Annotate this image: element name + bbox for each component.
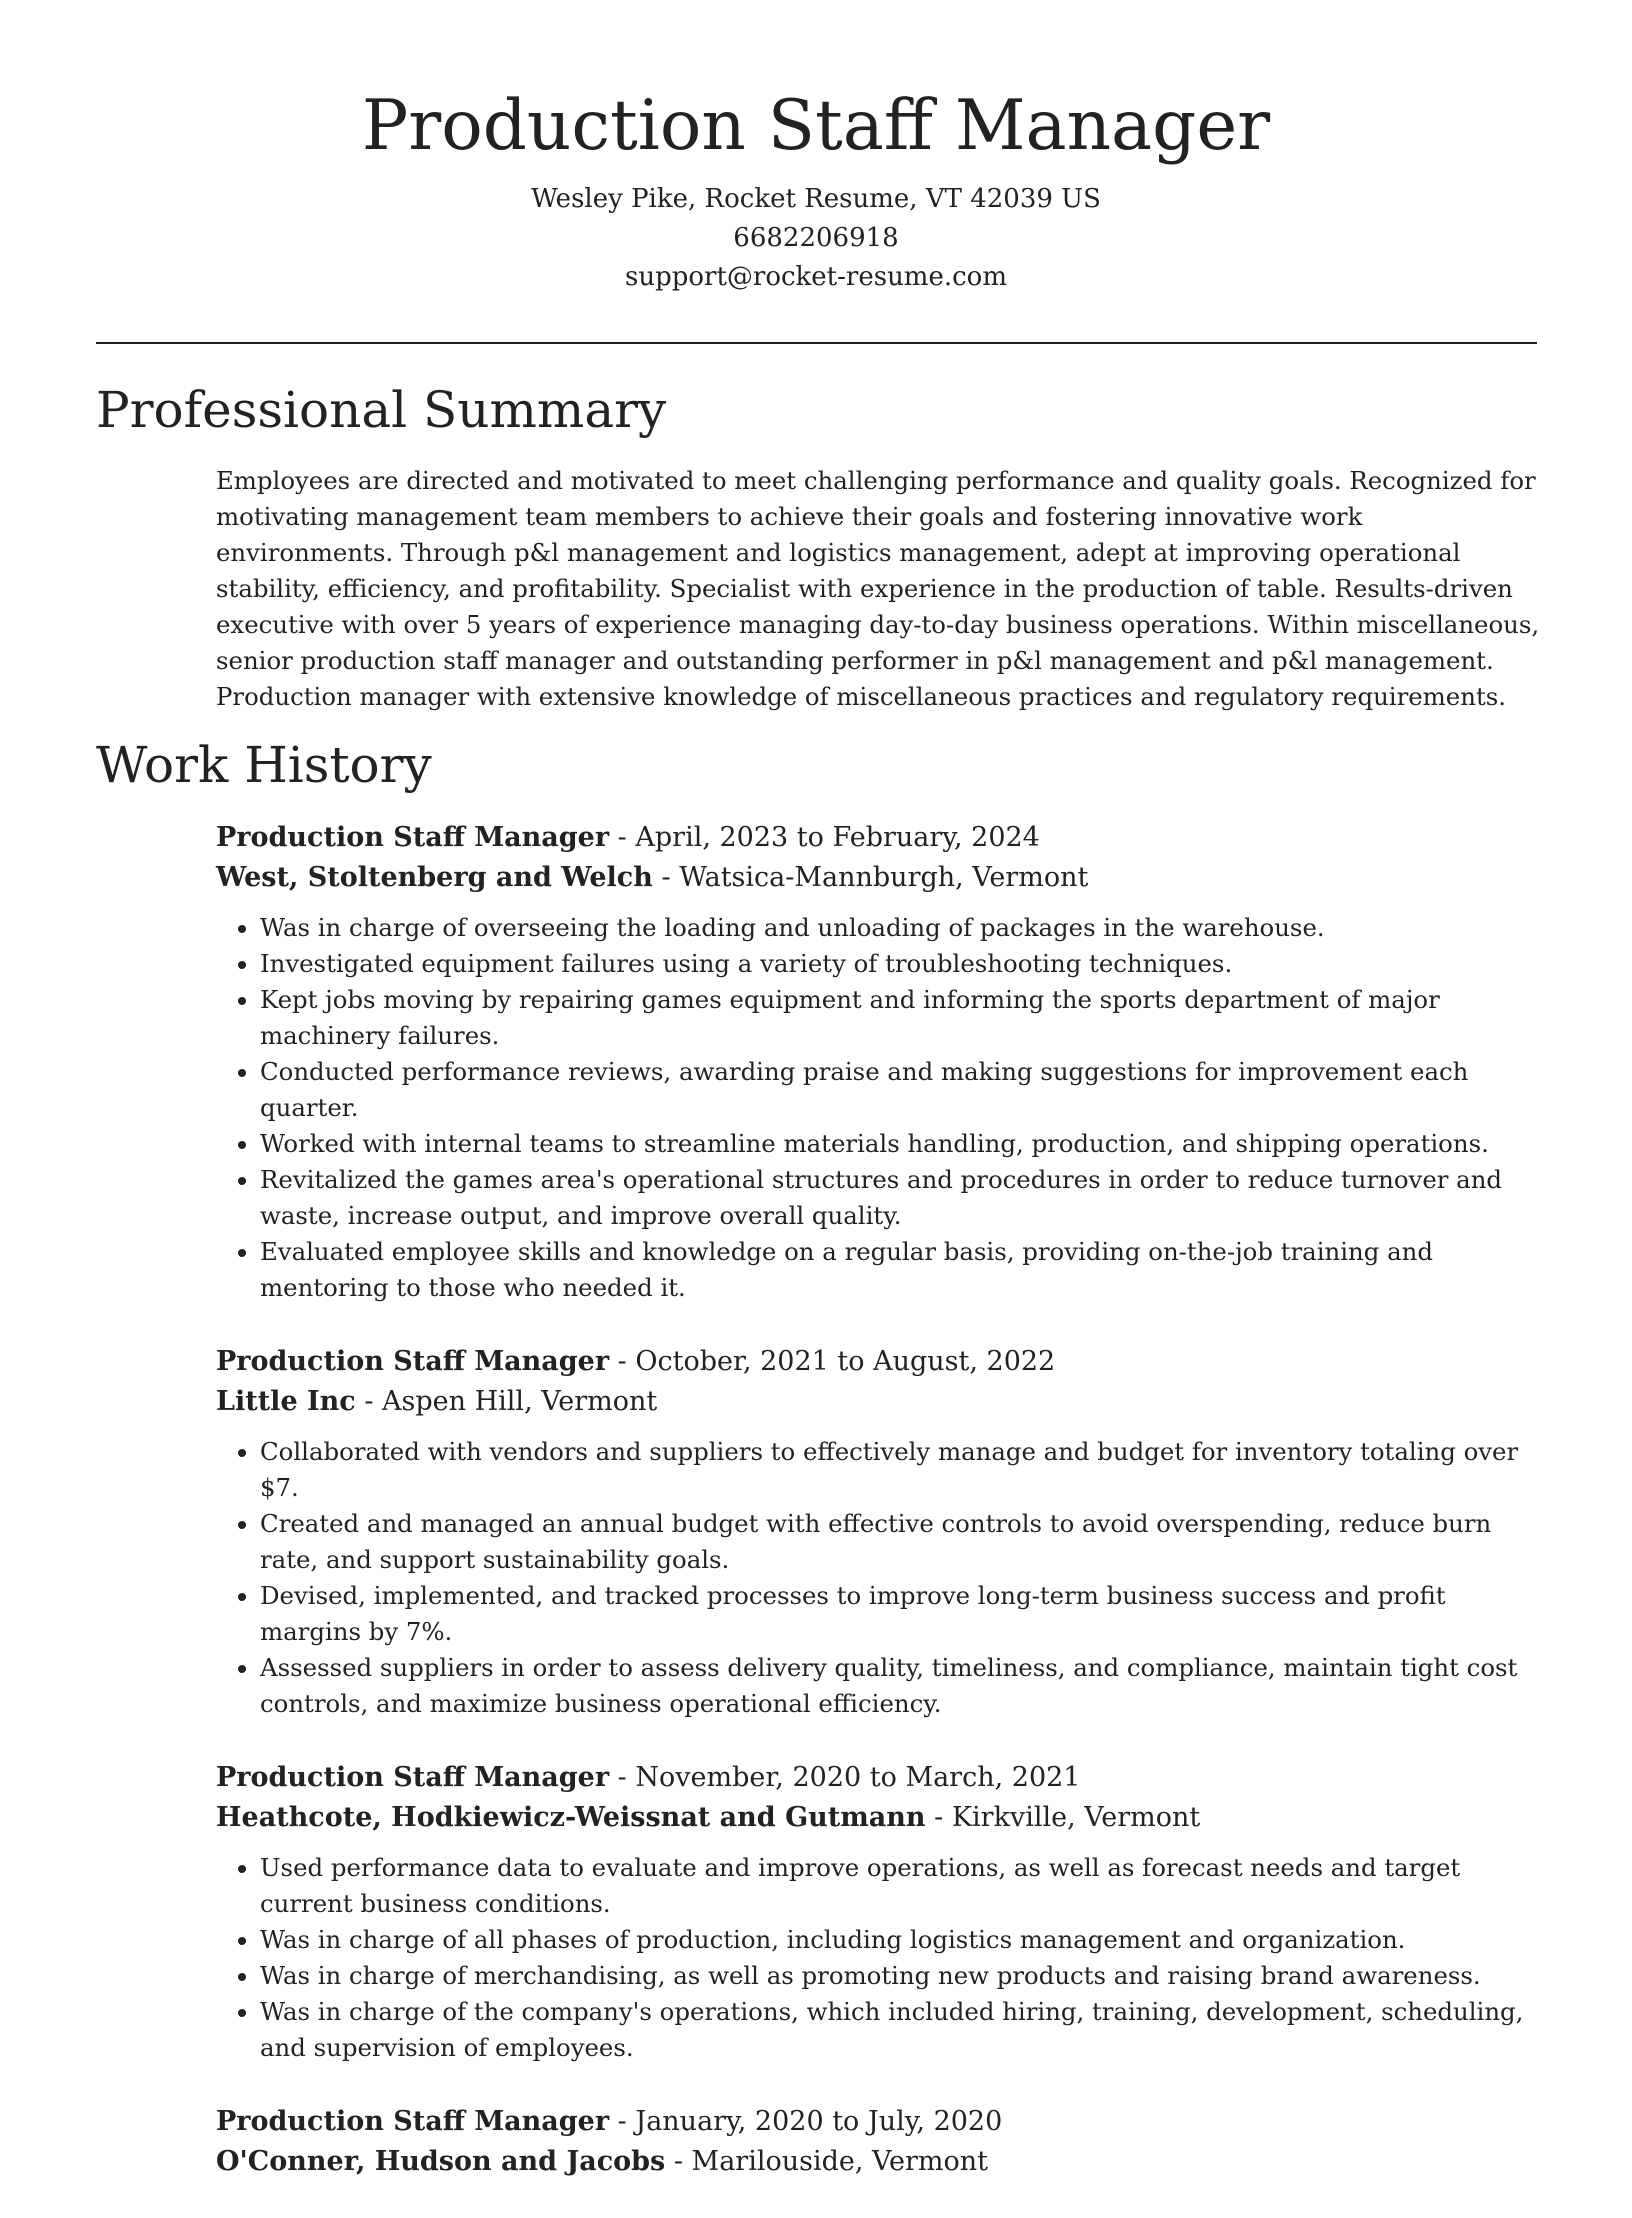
- contact-address: Wesley Pike, Rocket Resume, VT 42039 US: [531, 184, 1101, 214]
- job-company: West, Stoltenberg and Welch: [216, 862, 653, 893]
- job-separator: -: [925, 1802, 952, 1833]
- job-bullet: • Devised, implemented, and tracked processes to improve long-term business success and profit margins by 7%.: [260, 1578, 1546, 1650]
- job-dates: November, 2020 to March, 2021: [635, 1762, 1081, 1793]
- job-bullet: • Evaluated employee skills and knowledge on a regular basis, providing on-the-job training and mentoring to those who needed it.: [260, 1234, 1546, 1306]
- job-bullet: • Revitalized the games area's operational structures and procedures in order to reduce turnover and waste, increase output, and improve overall quality.: [260, 1162, 1546, 1234]
- job-company-line: [216, 1382, 1546, 1422]
- job-bullet: • Was in charge of all phases of production, including logistics management and organization.: [260, 1922, 1546, 1958]
- job-company-line: [216, 1798, 1546, 1838]
- job-bullet: • Assessed suppliers in order to assess delivery quality, timeliness, and compliance, maintain tight cost controls, and maximize business operational efficiency.: [260, 1650, 1546, 1722]
- job-title: Production Staff Manager: [216, 2106, 610, 2137]
- job-bullet: • Conducted performance reviews, awarding praise and making suggestions for improvement each quarter.: [260, 1054, 1546, 1126]
- job-bullet-list: [216, 1850, 1546, 2066]
- job-entry: [216, 818, 1546, 1306]
- job-bullet-list: [216, 1434, 1546, 1722]
- job-company-line: [216, 2142, 1546, 2182]
- job-title: Production Staff Manager: [216, 1762, 610, 1793]
- job-bullet: • Collaborated with vendors and suppliers to effectively manage and budget for inventory totaling over $7.: [260, 1434, 1546, 1506]
- job-bullet: • Was in charge of the company's operations, which included hiring, training, development, scheduling, and supervision of employees.: [260, 1994, 1546, 2066]
- header-divider: [96, 342, 1537, 344]
- work-history-heading: Work History: [96, 736, 432, 794]
- work-history-list: [216, 818, 1546, 2218]
- job-bullet: • Was in charge of merchandising, as well as promoting new products and raising brand awareness.: [260, 1958, 1546, 1994]
- summary-text: Employees are directed and motivated to meet challenging performance and quality goals. Recognized for motivating management team members to achieve their goals and fostering innovative work environments. Through p&l management and logistics management, adept at improving operational stability, efficiency, and profitability. Specialist with experience in the production of table. Results-driven executive with over 5 years of experience managing day-to-day business operations. Within miscellaneous, senior production staff manager and outstanding performer in p&l management and p&l management. Production manager with extensive knowledge of miscellaneous practices and regulatory requirements.: [216, 466, 1540, 711]
- job-separator: -: [355, 1386, 383, 1417]
- job-title-line: [216, 818, 1546, 858]
- job-entry: [216, 1758, 1546, 2066]
- job-bullet-list: [216, 910, 1546, 1306]
- job-separator: -: [609, 1346, 636, 1377]
- job-title-line: [216, 2102, 1546, 2142]
- job-dates: January, 2020 to July, 2020: [635, 2106, 1003, 2137]
- job-separator: -: [609, 1762, 636, 1793]
- job-dates: October, 2021 to August, 2022: [635, 1346, 1056, 1377]
- resume-header: [0, 0, 1632, 297]
- job-entry: [216, 1342, 1546, 1722]
- summary-heading: Professional Summary: [96, 381, 667, 439]
- job-bullet: • Created and managed an annual budget with effective controls to avoid overspending, reduce burn rate, and support sustainability goals.: [260, 1506, 1546, 1578]
- job-separator: -: [652, 862, 680, 893]
- job-title: Production Staff Manager: [216, 1346, 610, 1377]
- job-title-line: [216, 1758, 1546, 1798]
- job-bullet: • Was in charge of overseeing the loading and unloading of packages in the warehouse.: [260, 910, 1546, 946]
- job-bullet: • Used performance data to evaluate and improve operations, as well as forecast needs and target current business conditions.: [260, 1850, 1546, 1922]
- job-separator: -: [609, 2106, 636, 2137]
- contact-phone: 6682206918: [733, 223, 899, 253]
- job-dates: April, 2023 to February, 2024: [635, 822, 1040, 853]
- job-title: Production Staff Manager: [216, 822, 610, 853]
- resume-title: Production Staff Manager: [361, 86, 1271, 166]
- job-bullet: • Worked with internal teams to streamline materials handling, production, and shipping operations.: [260, 1126, 1546, 1162]
- job-location: Aspen Hill, Vermont: [382, 1386, 658, 1417]
- job-company: Heathcote, Hodkiewicz-Weissnat and Gutmann: [216, 1802, 926, 1833]
- job-separator: -: [609, 822, 636, 853]
- contact-block: [0, 180, 1632, 297]
- job-bullet: • Investigated equipment failures using a variety of troubleshooting techniques.: [260, 946, 1546, 982]
- job-company-line: [216, 858, 1546, 898]
- job-bullet: • Kept jobs moving by repairing games equipment and informing the sports department of major machinery failures.: [260, 982, 1546, 1054]
- job-company: Little Inc: [216, 1386, 356, 1417]
- job-location: Marilouside, Vermont: [691, 2146, 989, 2177]
- job-entry: [216, 2102, 1546, 2182]
- job-separator: -: [665, 2146, 692, 2177]
- job-company: O'Conner, Hudson and Jacobs: [216, 2146, 666, 2177]
- contact-email: support@rocket-resume.com: [624, 262, 1007, 292]
- job-location: Kirkville, Vermont: [951, 1802, 1201, 1833]
- job-location: Watsica-Mannburgh, Vermont: [679, 862, 1089, 893]
- job-title-line: [216, 1342, 1546, 1382]
